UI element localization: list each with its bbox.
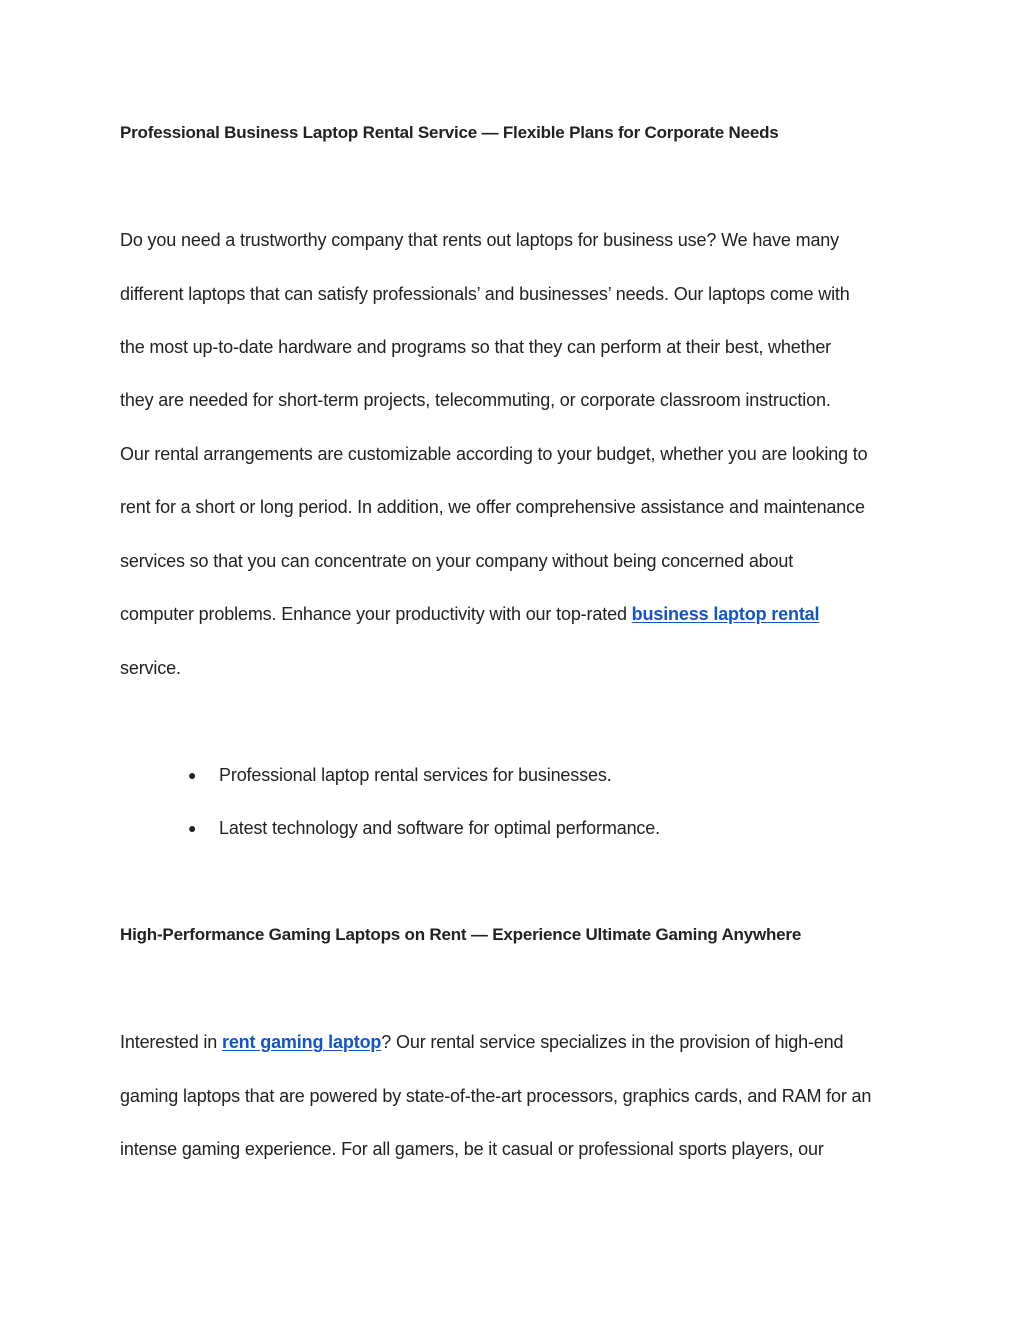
paragraph-line: service.	[120, 658, 181, 678]
bullet-icon: ●	[188, 767, 197, 783]
section-heading-business: Professional Business Laptop Rental Service — Flexible Plans for Corporate Needs	[120, 123, 779, 142]
paragraph-text: computer problems. Enhance your productivity with our top-rated	[120, 604, 632, 624]
paragraph-line: Do you need a trustworthy company that rents out laptops for business use? We have many	[120, 230, 840, 250]
paragraph-line: services so that you can concentrate on your company without being concerned about	[120, 551, 794, 571]
section-heading-gaming: High-Performance Gaming Laptops on Rent — Experience Ultimate Gaming Anywhere	[120, 925, 802, 944]
bullet-text: Latest technology and software for optimal performance.	[219, 818, 660, 838]
paragraph-line: the most up-to-date hardware and programs so that they can perform at their best, whether	[120, 337, 832, 357]
paragraph-text: Interested in	[120, 1032, 222, 1052]
paragraph-line-with-link	[120, 602, 819, 626]
bullet-icon: ●	[188, 820, 197, 836]
paragraph-line: they are needed for short-term projects, telecommuting, or corporate classroom instruction.	[120, 390, 831, 410]
rent-gaming-laptop-link[interactable]: rent gaming laptop	[221, 1032, 382, 1052]
paragraph-text: ? Our rental service specializes in the provision of high-end	[381, 1032, 844, 1052]
business-laptop-rental-link[interactable]: business laptop rental	[631, 604, 820, 624]
bullet-list-item	[188, 816, 660, 840]
bullet-text: Professional laptop rental services for businesses.	[219, 765, 612, 785]
paragraph-line: Our rental arrangements are customizable according to your budget, whether you are looking to	[120, 444, 868, 464]
paragraph-line: gaming laptops that are powered by state-of-the-art processors, graphics cards, and RAM for an	[120, 1086, 872, 1106]
paragraph-line-with-link	[120, 1030, 843, 1054]
paragraph-line: rent for a short or long period. In addition, we offer comprehensive assistance and maintenance	[120, 497, 865, 517]
paragraph-line: intense gaming experience. For all gamers, be it casual or professional sports players, our	[120, 1139, 824, 1159]
paragraph-line: different laptops that can satisfy professionals’ and businesses’ needs. Our laptops come with	[120, 284, 850, 304]
bullet-list-item	[188, 763, 612, 787]
